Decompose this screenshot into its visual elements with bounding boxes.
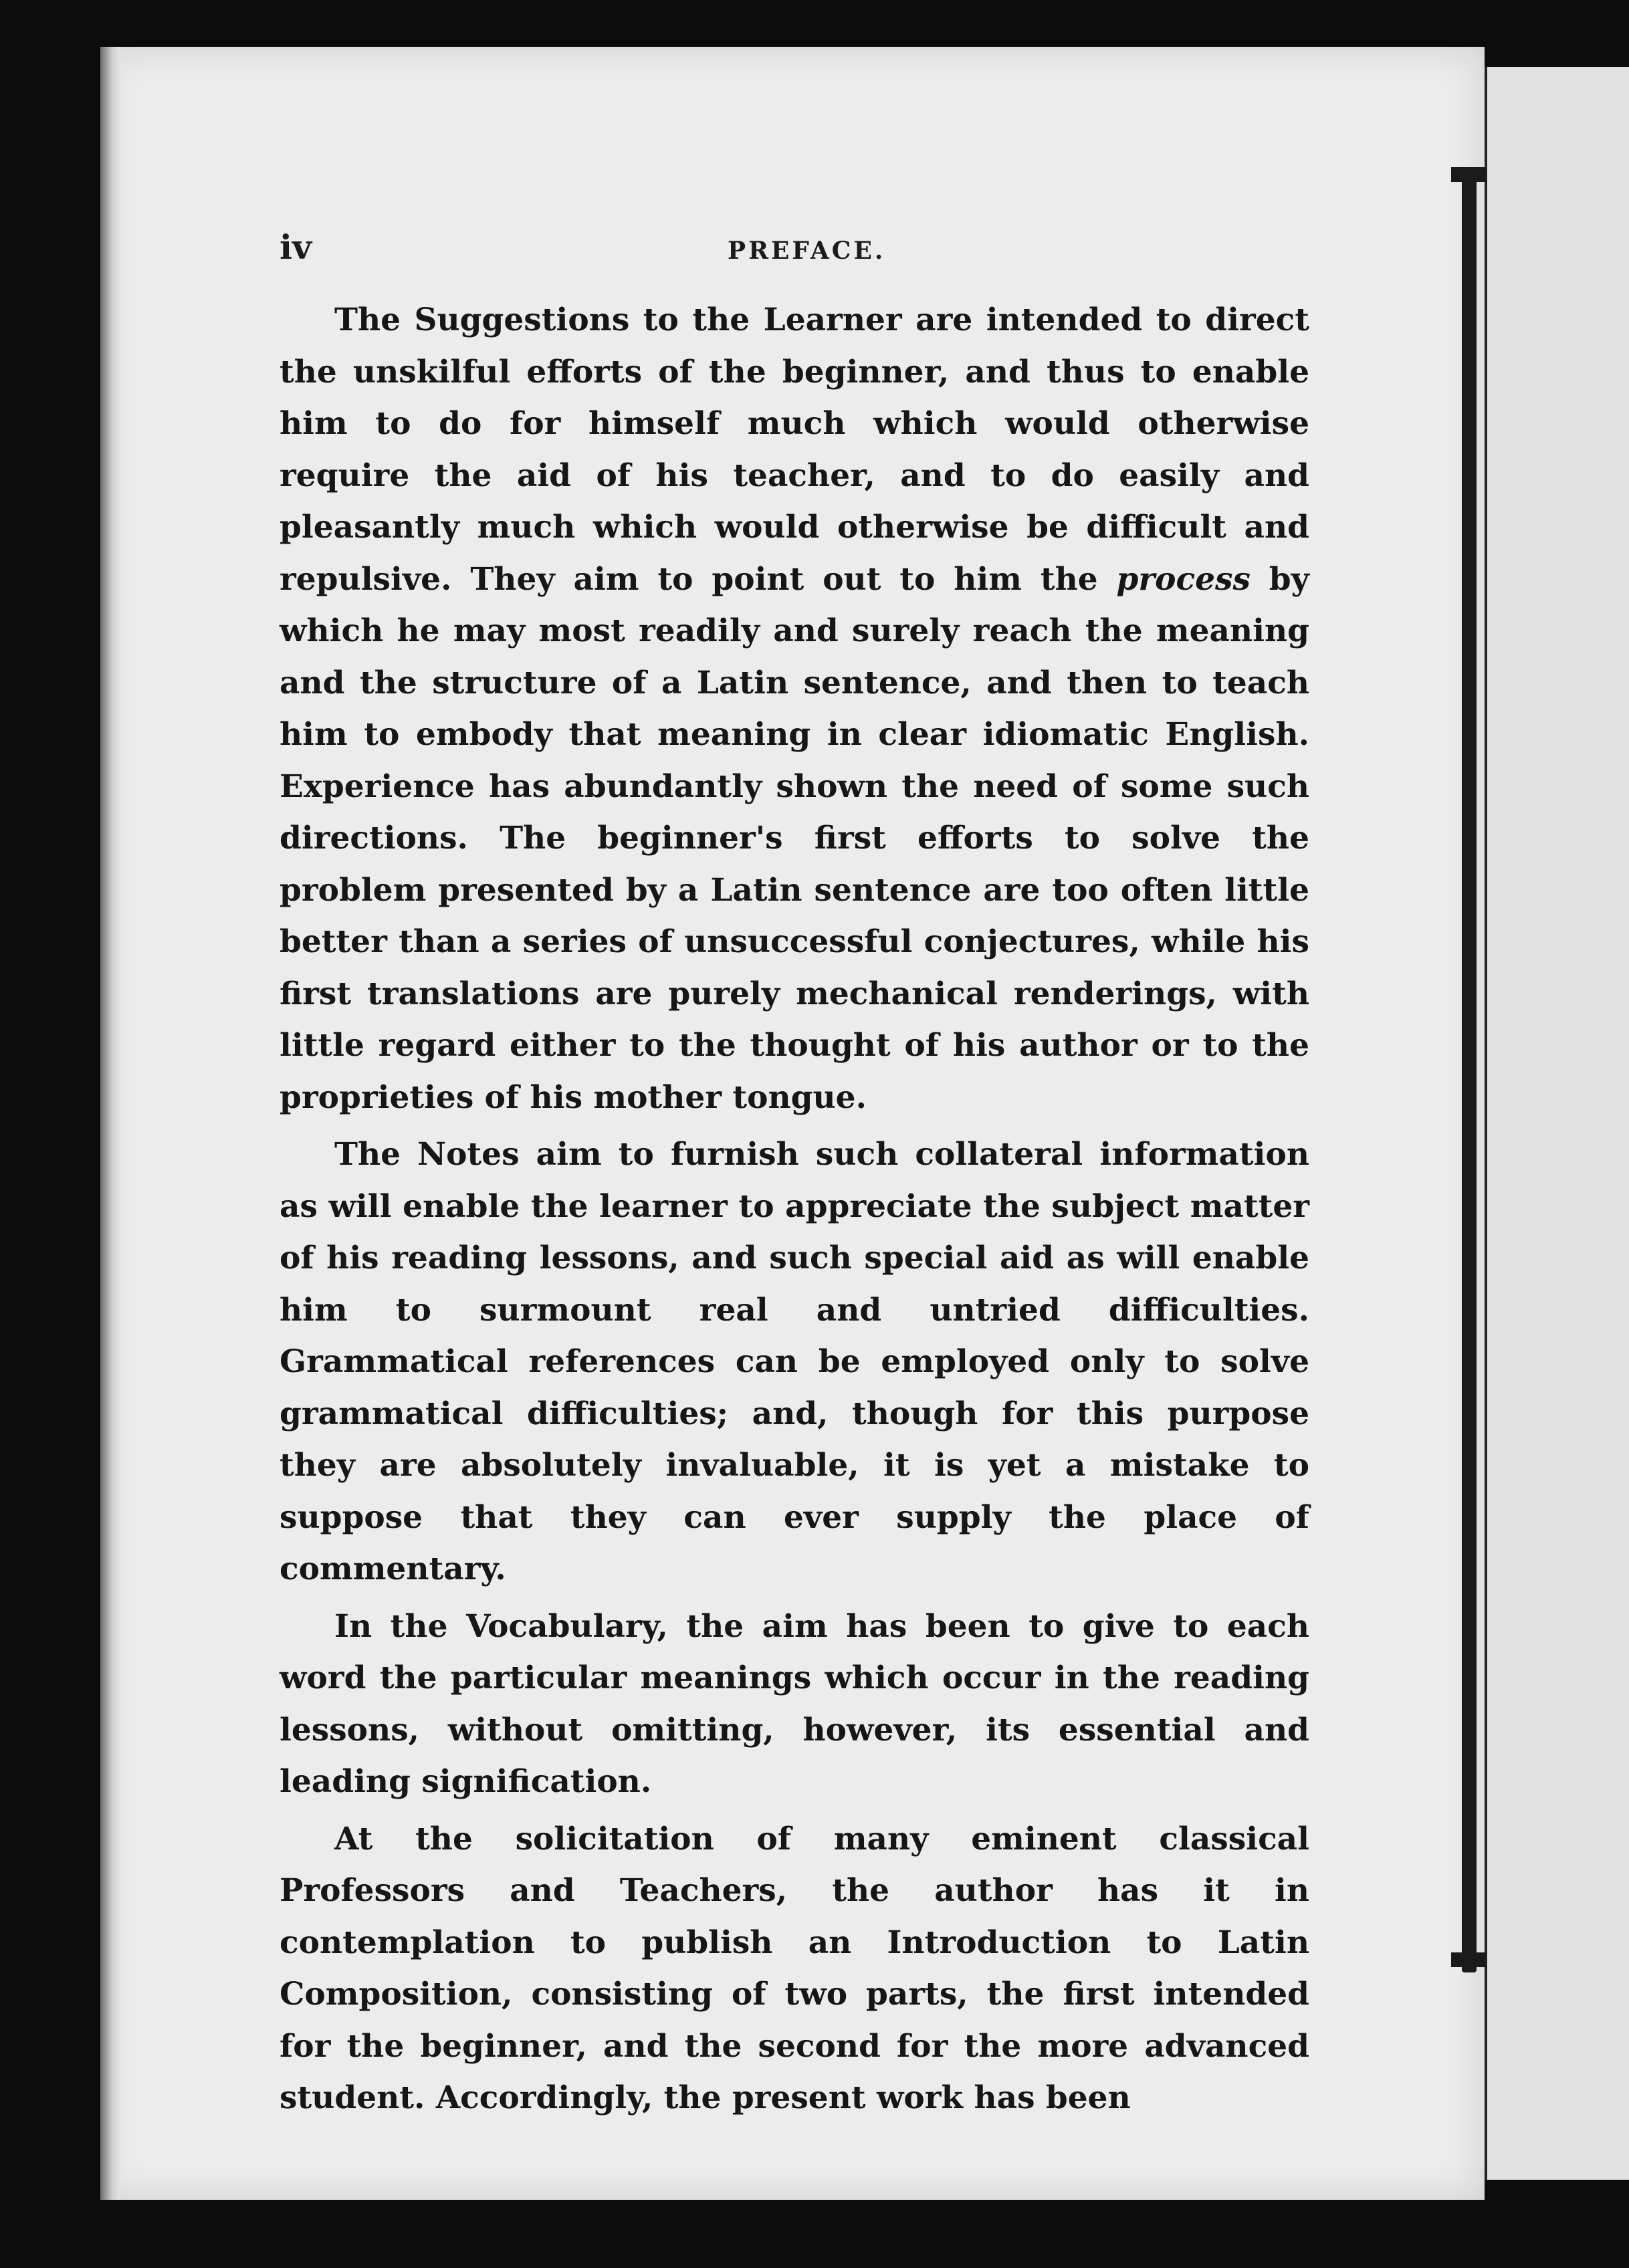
book-binding-strip <box>1462 167 1477 1972</box>
page-header <box>280 227 1309 274</box>
paragraph-suggestions <box>280 294 1309 1123</box>
page-number: iv <box>280 227 312 267</box>
paragraph-notes: The Notes aim to furnish such collateral information as will enable the learner to appreciate the subject matter of his reading lessons, and such special aid as will enable him to surmount real and untried difficulties. Grammatical references can be employed only to solve grammatical difficulties; and, though for this purpose they are absolutely invaluable, it is yet a mistake to suppose that they can ever supply the place of commentary. <box>280 1136 1309 1587</box>
emphasis-process: process <box>1116 560 1251 598</box>
paragraph-suggestions-part-2: by which he may most readily and surely reach the meaning and the structure of a Latin sentence, and then to teach him to embody that meaning in clear idiomatic English. Experience has abundantly shown the need of some such directions. The beginner's first efforts to solve the problem presented by a Latin sentence are too often little better than a series of unsuccessful conjectures, while his first translations are purely mechanical renderings, with little regard either to the thought of his author or to the proprieties of his mother tongue. <box>280 560 1309 1116</box>
binding-clip-top <box>1451 167 1486 182</box>
paragraph-suggestions-part-1: The Suggestions to the Learner are intended to direct the unskilful efforts of the beginner, and thus to enable him to do for himself much which would otherwise require the aid of his teacher, and to do easily and pleasantly much which would otherwise be difficult and repulsive. They aim to point out to him the <box>280 302 1309 598</box>
page-gutter-shadow <box>100 47 120 2200</box>
adjacent-page-edge <box>1485 67 1629 2180</box>
paragraph-composition: At the solicitation of many eminent classical Professors and Teachers, the author has it in contemplation to publish an Introduction to Latin Composition, consisting of two parts, the first intended for the beginner, and the second for the more advanced student. Accordingly, the present work has been <box>280 1820 1309 2116</box>
binding-clip-bottom <box>1451 1952 1486 1967</box>
paragraph-vocabulary: In the Vocabulary, the aim has been to give to each word the particular meanings which occur in the reading lessons, without omitting, however, its essential and leading signification. <box>280 1607 1309 1800</box>
running-head: PREFACE. <box>728 237 886 265</box>
body-text <box>280 294 1309 2124</box>
